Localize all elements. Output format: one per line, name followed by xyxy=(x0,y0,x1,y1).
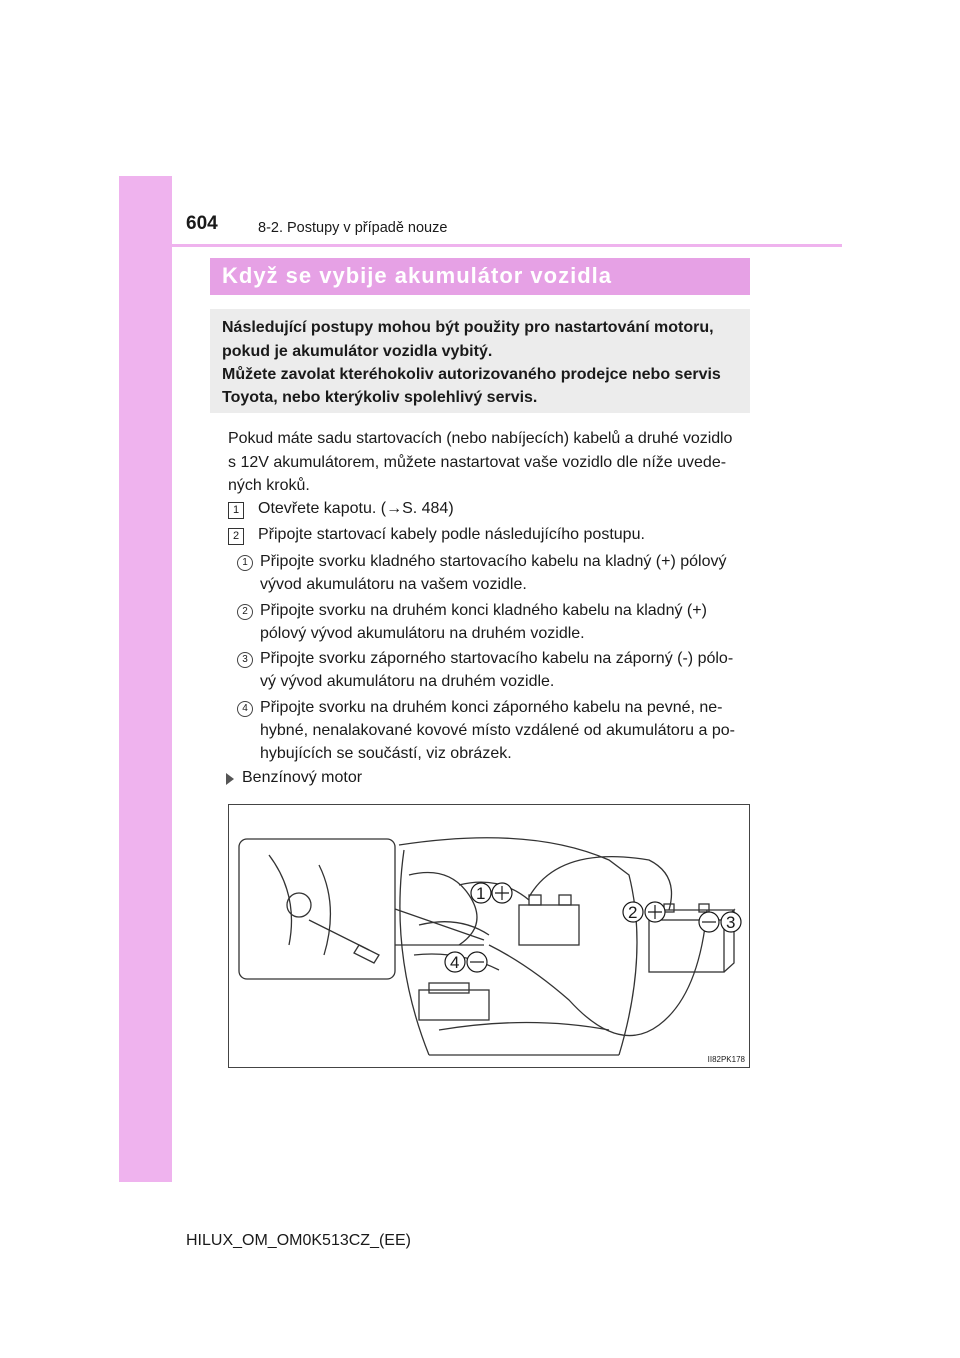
sub-step-number: 3 xyxy=(237,652,253,668)
info-line: Následující postupy mohou být použity pro nastartování motoru, xyxy=(222,319,714,336)
info-line: pokud je akumulátor vozidla vybitý. xyxy=(222,343,493,360)
callout-label: 1 xyxy=(476,884,486,903)
header-rule xyxy=(172,244,842,247)
sub-step-text: hybné, nenalakované kovové místo vzdálené od akumulátoru a po- xyxy=(260,722,735,739)
page-title: Když se vybije akumulátor vozidla xyxy=(222,263,613,288)
info-box xyxy=(210,309,750,413)
callout-label: 3 xyxy=(726,913,736,932)
sub-step-text: Připojte svorku na druhém konci záporného kabelu na pevné, ne- xyxy=(260,699,723,716)
side-tab-band xyxy=(119,176,172,1182)
section-title: 8-2. Postupy v případě nouze xyxy=(258,220,448,236)
page-number: 604 xyxy=(186,213,218,234)
step-text: Otevřete kapotu. (→S. 484) xyxy=(258,500,454,517)
sub-step-text: hybujících se součástí, viz obrázek. xyxy=(260,745,512,762)
footer-doc-id: HILUX_OM_OM0K513CZ_(EE) xyxy=(186,1232,411,1249)
step-number: 1 xyxy=(228,502,244,519)
sub-step-text: vývod akumulátoru na vašem vozidle. xyxy=(260,576,527,593)
intro-line: s 12V akumulátorem, můžete nastartovat vaše vozidlo dle níže uvede- xyxy=(228,454,727,471)
sub-step-number: 4 xyxy=(237,701,253,717)
bullet-arrow-icon xyxy=(226,773,234,785)
intro-line: Pokud máte sadu startovacích (nebo nabíjecích) kabelů a druhé vozidlo xyxy=(228,430,733,447)
figure-code: II82PK178 xyxy=(707,1055,745,1064)
engine-bay-drawing xyxy=(229,805,749,1067)
step-number: 2 xyxy=(228,528,244,545)
sub-step-text: Připojte svorku záporného startovacího kabelu na záporný (-) pólo- xyxy=(260,650,734,667)
intro-line: ných kroků. xyxy=(228,477,310,494)
callout-label: 2 xyxy=(628,903,638,922)
bullet-text: Benzínový motor xyxy=(242,769,363,786)
sub-step-number: 2 xyxy=(237,604,253,620)
callout-label: 4 xyxy=(450,953,460,972)
sub-step-text: pólový vývod akumulátoru na druhém vozidle. xyxy=(260,625,585,642)
sub-step-text: Připojte svorku kladného startovacího kabelu na kladný (+) pólový xyxy=(260,553,727,570)
sub-step-text: vý vývod akumulátoru na druhém vozidle. xyxy=(260,673,555,690)
sub-step-number: 1 xyxy=(237,555,253,571)
sub-step-text: Připojte svorku na druhém konci kladného kabelu na kladný (+) xyxy=(260,602,707,619)
jump-start-illustration xyxy=(228,804,750,1068)
title-bar xyxy=(210,258,750,295)
info-line: Můžete zavolat kteréhokoliv autorizovaného prodejce nebo servis xyxy=(222,366,721,383)
step-text: Připojte startovací kabely podle následujícího postupu. xyxy=(258,526,645,543)
info-line: Toyota, nebo kterýkoliv spolehlivý servis. xyxy=(222,389,538,406)
